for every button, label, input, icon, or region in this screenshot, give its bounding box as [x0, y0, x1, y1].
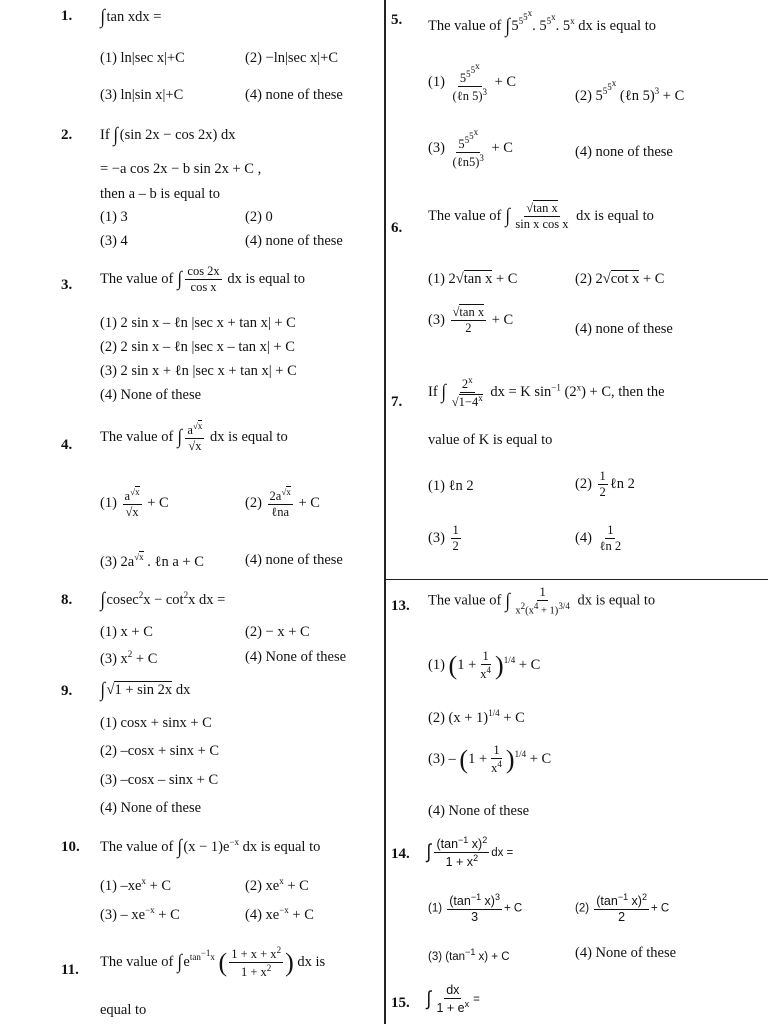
option-4[interactable]: (4) none of these: [245, 552, 343, 568]
question-line: value of K is equal to: [428, 432, 553, 448]
fraction: $\frac{\cos 2x}{\text{cos x}}$: [187, 264, 220, 295]
question-number: 2.: [61, 127, 73, 143]
question-number: 14.: [391, 846, 410, 862]
option-1[interactable]: (1) $\frac{(\tan^{-1} x)^3}{3}$ + C: [428, 892, 523, 925]
option-3[interactable]: (3) $2a^{√x}$ . ℓn a + C: [100, 552, 204, 570]
question-number: 3.: [61, 277, 73, 293]
question-text: ∫ $\frac{(\tan^{-1} x)^2}{1 + x^2}$ dx =: [426, 835, 514, 870]
question-text: The value of ∫ $\frac{a^{√x}}{√x}$ dx is equal to: [100, 421, 288, 454]
fraction: $\frac{2^x}{√1-4^x}$: [451, 375, 483, 410]
question-number: 10.: [61, 839, 80, 855]
if-word: If: [100, 126, 110, 143]
question-text: The value of ∫ $\frac{\text{√tan x}}{\text{sin x cos x}}$ dx is equal to: [428, 201, 654, 232]
option-4[interactable]: (4) none of these: [245, 233, 343, 249]
option-2[interactable]: (2) $\frac{2a^{√x}}{\text{ℓna}}$ + C: [245, 487, 320, 520]
option-4[interactable]: (4) none of these: [575, 321, 673, 337]
question-text: The value of $\int 5^{5^{5^x}}$. $5^{5^x}$. 5$^x$ dx is equal to: [428, 8, 656, 37]
question-text: ∫√1 + sin 2x dx: [100, 679, 191, 701]
option-4[interactable]: (4) $xe^{-x} + C$: [245, 905, 314, 923]
fraction: $\frac{a^{√x}}{√x}$: [187, 421, 203, 454]
option-4[interactable]: (4) $\frac{1}{\text{ℓn 2}}$: [575, 523, 622, 554]
option-3[interactable]: (3) $\frac{5^{5^{5^x}}}{(\ell n5)^3}$ + C: [428, 127, 513, 170]
question-number: 8.: [61, 592, 73, 608]
question-text: If ∫(sin 2x − cos 2x) dx: [100, 124, 236, 146]
question-number: 11.: [61, 962, 79, 978]
option-4[interactable]: (4) None of these: [100, 387, 202, 403]
option-3[interactable]: (3) – (1 + $\frac{1}{x^4}$ )$^{1/4}$ + C: [428, 743, 552, 776]
question-line: = −a cos 2x − b sin 2x + C ,: [100, 161, 262, 177]
question-number: 1.: [61, 8, 73, 24]
option-2[interactable]: (2) −ln|sec x|+C: [245, 50, 339, 66]
option-3[interactable]: (3) $x^2 + C$: [100, 649, 158, 667]
option-3[interactable]: (3) ($\tan^{-1}$ x) + C: [428, 947, 510, 963]
option-4[interactable]: (4) None of these: [100, 800, 202, 816]
option-4[interactable]: (4) None of these: [575, 945, 677, 961]
option-4[interactable]: (4) none of these: [245, 87, 343, 103]
option-2[interactable]: (2) $5^{5^{5^x}}$ (ℓn 5)$^3$ + C: [575, 78, 685, 104]
option-1[interactable]: (1) cosx + sinx + C: [100, 715, 212, 731]
question-text: $\int cosec^2x - \cot^2x$ dx =: [100, 589, 226, 611]
option-3[interactable]: (3) ln|sin x|+C: [100, 87, 184, 103]
question-text: ∫ $\frac{dx}{1 + e^x}$ =: [426, 983, 480, 1016]
section-divider: [384, 579, 768, 580]
option-3[interactable]: $(3) - xe^{-x} + C$: [100, 905, 180, 923]
option-3[interactable]: (3) 2 sin x + ℓn |sec x + tan x| + C: [100, 363, 297, 379]
option-1[interactable]: (1) ℓn 2: [428, 478, 474, 494]
option-4[interactable]: (4) None of these: [245, 649, 347, 665]
option-1[interactable]: (1) $\frac{5^{5^{5^x}}}{(\ell n 5)^3}$ + C: [428, 61, 517, 104]
option-1[interactable]: (1) $\frac{a^{√x}}{√x}$ + C: [100, 487, 169, 520]
option-2[interactable]: (2) $\frac{(\tan^{-1} x)^2}{2}$ + C: [575, 892, 670, 925]
question-text: If ∫ $\frac{2^x}{√1-4^x}$ dx = K $\sin^{-1} (2^x) + C$, then the: [428, 375, 665, 410]
question-line: equal to: [100, 1002, 147, 1018]
option-1[interactable]: (1) 3: [100, 209, 128, 225]
question-number: 13.: [391, 598, 410, 614]
option-2[interactable]: (2) $xe^x + C$: [245, 876, 309, 894]
option-3[interactable]: (3) –cosx – sinx + C: [100, 772, 219, 788]
option-2[interactable]: (2) 2√cot x + C: [575, 271, 665, 287]
column-divider: [384, 0, 386, 1024]
option-2[interactable]: (2) 2 sin x – ℓn |sec x – tan x| + C: [100, 339, 295, 355]
integrand: (sin 2x − cos 2x) dx: [119, 126, 236, 143]
question-number: 6.: [391, 220, 403, 236]
option-2[interactable]: (2) $\frac{1}{2}$ ℓn 2: [575, 469, 635, 500]
question-text: The value of ∫ $\frac{\cos 2x}{\text{cos x}}$ dx is equal to: [100, 264, 306, 295]
option-1[interactable]: (1) ln|sec x|+C: [100, 50, 185, 66]
question-text: The value of $\int(x - 1)e^{-x}$ dx is equal to: [100, 836, 321, 858]
option-2[interactable]: (2) –cosx + sinx + C: [100, 743, 220, 759]
question-line: then a – b is equal to: [100, 186, 221, 202]
option-1[interactable]: (1) x + C: [100, 624, 153, 640]
option-3[interactable]: (3) $\frac{\text{√tan x}}{2}$ + C: [428, 305, 514, 336]
option-2[interactable]: (2) $(x + 1)^{1/4} + C$: [428, 708, 525, 726]
option-1[interactable]: (1) (1 + $\frac{1}{x^4}$ )$^{1/4}$ + C: [428, 649, 541, 682]
question-number: 5.: [391, 12, 403, 28]
option-2[interactable]: (2) 0: [245, 209, 273, 225]
fraction: $\frac{(\tan^{-1} x)^2}{1 + x^2}$: [436, 835, 488, 870]
question-number: 7.: [391, 394, 403, 410]
fraction: $\frac{1}{x^2(x^4 + 1)^{3/4}}$: [515, 585, 570, 617]
question-number: 9.: [61, 683, 73, 699]
option-1[interactable]: (1) $-xe^x + C$: [100, 876, 172, 894]
option-2[interactable]: (2) − x + C: [245, 624, 310, 640]
question-number: 15.: [391, 995, 410, 1011]
option-3[interactable]: (3) $\frac{1}{2}$: [428, 523, 459, 554]
question-text: ∫tan xdx =: [100, 6, 162, 28]
option-3[interactable]: (3) 4: [100, 233, 128, 249]
question-number: 4.: [61, 437, 73, 453]
fraction: $\frac{dx}{1 + e^x}$: [436, 983, 470, 1016]
option-1[interactable]: (1) 2 sin x – ℓn |sec x + tan x| + C: [100, 315, 296, 331]
question-text: The value of ∫ $\frac{1}{x^2(x^4 + 1)^{3/4}}$ dx is equal to: [428, 585, 656, 617]
option-4[interactable]: (4) None of these: [428, 803, 530, 819]
fraction: $\frac{\text{√tan x}}{\text{sin x cos x}}$: [515, 201, 569, 232]
option-1[interactable]: (1) 2√tan x + C: [428, 271, 518, 287]
integrand: tan xdx =: [106, 8, 162, 25]
question-text: The value of $\int e^{tan^{-1}x}$ ( $\frac{1 + x + x^2}{1 + x^2}$ ) dx is: [100, 945, 326, 980]
option-4[interactable]: (4) none of these: [575, 144, 673, 160]
